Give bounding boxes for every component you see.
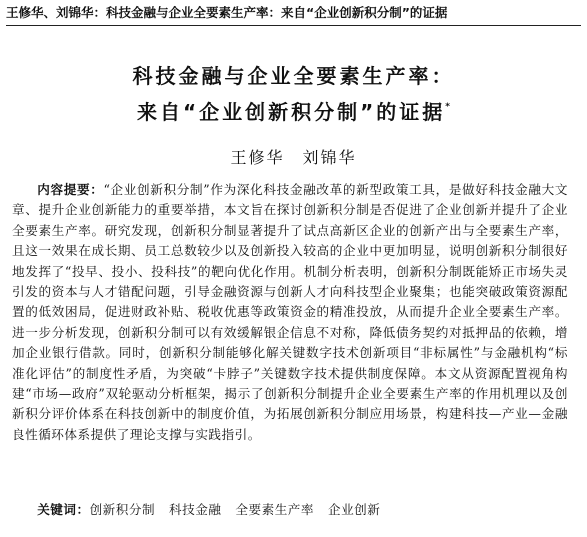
abstract-label: 内容提要：	[37, 182, 104, 197]
abstract	[12, 180, 568, 445]
keywords-label: 关键词：	[37, 502, 90, 517]
title-footnote-mark: *	[445, 102, 450, 112]
paper-title-line1	[0, 60, 587, 89]
running-header: 王修华、刘锦华：科技金融与企业全要素生产率：来自“企业创新积分制”的证据	[6, 5, 448, 20]
authors: 王修华 刘锦华	[230, 148, 357, 167]
keyword-item: 创新积分制	[89, 502, 156, 517]
header-rule	[6, 25, 581, 26]
abstract-text: “企业创新积分制”作为深化科技金融改革的新型政策工具，是做好科技金融大文章、提升企业创新能力的重要举措，本文旨在探讨创新积分制是否促进了企业创新并提升了企业全要素生产率。研究发现，创新积分制显著提升了试点高新区企业的创新产出与全要素生产率，且这一效果在成长期、员工总数较少以及创新投入较高的企业中更加明显，说明创新积分制很好地发挥了“投早、投小、投科技”的靶向优化作用。机制分析表明，创新积分制既能矫正市场失灵引发的资本与人才错配问题，引导金融资源与创新人才向科技型企业聚集；也能突破政策资源配置的低效困局，促进财政补贴、税收优惠等政策资金的精准投放，从而提升企业全要素生产率。进一步分析发现，创新积分制可以有效缓解银企信息不对称，降低债务契约对抵押品的依赖，增加企业银行借款。同时，创新积分制能够化解关键数字技术创新项目“非标属性”与金融机构“标准化评估”的制度性矛盾，为突破“卡脖子”关键数字技术提供制度保障。本文从资源配置视角构建“市场—政府”双轮驱动分析框架，揭示了创新积分制提升企业全要素生产率的作用机理以及创新积分评价体系在科技创新中的制度价值，为拓展创新积分制应用场景，构建科技—产业—金融良性循环体系提供了理论支撑与实践指引。	[12, 182, 568, 442]
paper-title-line2	[0, 96, 587, 125]
keywords	[12, 500, 568, 520]
title-line2-text: 来自“企业创新积分制”的证据	[136, 100, 446, 124]
keyword-item: 全要素生产率	[235, 502, 314, 517]
keyword-item: 企业创新	[327, 502, 381, 517]
keyword-item: 科技金融	[169, 502, 222, 517]
title-line1-text: 科技金融与企业全要素生产率：	[132, 64, 455, 88]
